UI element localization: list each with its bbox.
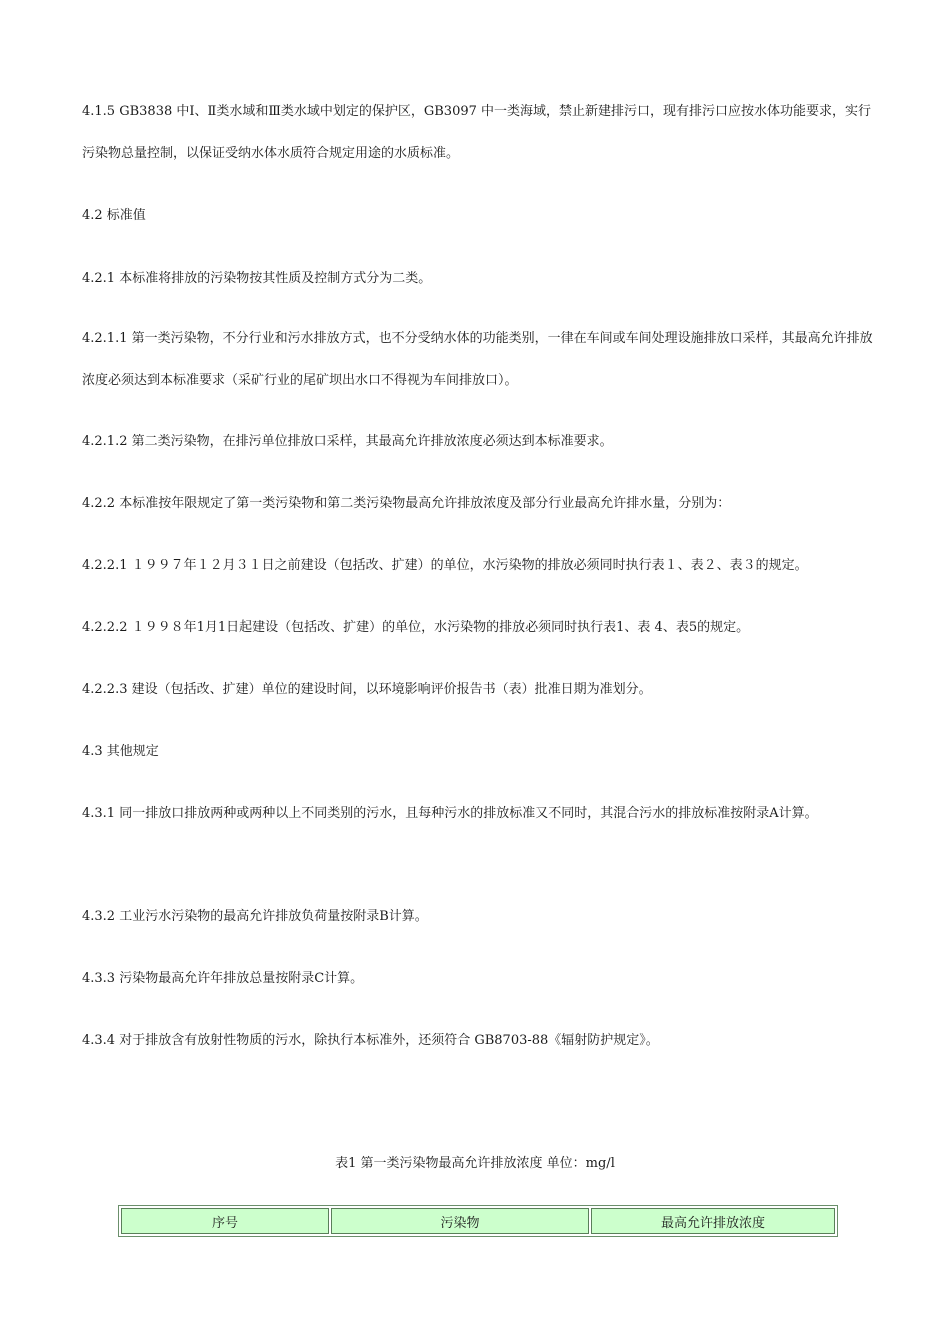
table-header-cell: 序号	[121, 1208, 329, 1234]
paragraph-4-2-1-2: 4.2.1.2 第二类污染物，在排污单位排放口采样，其最高允许排放浓度必须达到本标准要求。	[82, 434, 613, 449]
paragraph-4-2-2-3: 4.2.2.3 建设（包括改、扩建）单位的建设时间，以环境影响评价报告书（表）批准日期为准划分。	[82, 682, 652, 697]
paragraph-4-3-3: 4.3.3 污染物最高允许年排放总量按附录C计算。	[82, 971, 364, 986]
table-header-cell: 最高允许排放浓度	[591, 1208, 835, 1234]
section-heading-4-3: 4.3 其他规定	[82, 744, 159, 759]
paragraph-4-1-5: 4.1.5 GB3838 中Ⅰ、Ⅱ类水域和Ⅲ类水域中划定的保护区，GB3097 中一类海域，禁止新建排污口，现有排污口应按水体功能要求，实行污染物总量控制，以保证受纳水体水质符合规定用途的水质标准。	[82, 104, 872, 161]
paragraph-4-2-2-2: 4.2.2.2 １９９８年1月1日起建设（包括改、扩建）的单位，水污染物的排放必须同时执行表1、表 4、表5的规定。	[82, 620, 750, 635]
paragraph-4-2-1: 4.2.1 本标准将排放的污染物按其性质及控制方式分为二类。	[82, 271, 432, 286]
paragraph-4-3-2: 4.3.2 工业污水污染物的最高允许排放负荷量按附录B计算。	[82, 909, 428, 924]
paragraph-4-2-2-1: 4.2.2.1 １９９７年１２月３１日之前建设（包括改、扩建）的单位，水污染物的排放必须同时执行表１、表２、表３的规定。	[82, 558, 808, 573]
paragraph-4-2-2: 4.2.2 本标准按年限规定了第一类污染物和第二类污染物最高允许排放浓度及部分行业最高允许排水量，分别为：	[82, 496, 731, 511]
pollutant-table	[118, 1205, 838, 1237]
table-header-row	[121, 1208, 835, 1234]
paragraph-4-3-4: 4.3.4 对于排放含有放射性物质的污水，除执行本标准外，还须符合 GB8703-88《辐射防护规定》。	[82, 1033, 659, 1048]
paragraph-4-2-1-1: 4.2.1.1 第一类污染物，不分行业和污水排放方式，也不分受纳水体的功能类别，一律在车间或车间处理设施排放口采样，其最高允许排放浓度必须达到本标准要求（采矿行业的尾矿坝出水口不得视为车间排放口）。	[82, 331, 873, 388]
section-heading-4-2: 4.2 标准值	[82, 208, 146, 223]
table-caption: 表1 第一类污染物最高允许排放浓度 单位：mg/l	[335, 1156, 615, 1171]
paragraph-4-3-1: 4.3.1 同一排放口排放两种或两种以上不同类别的污水，且每种污水的排放标准又不同时，其混合污水的排放标准按附录A计算。	[82, 806, 818, 821]
table-header-cell: 污染物	[331, 1208, 589, 1234]
